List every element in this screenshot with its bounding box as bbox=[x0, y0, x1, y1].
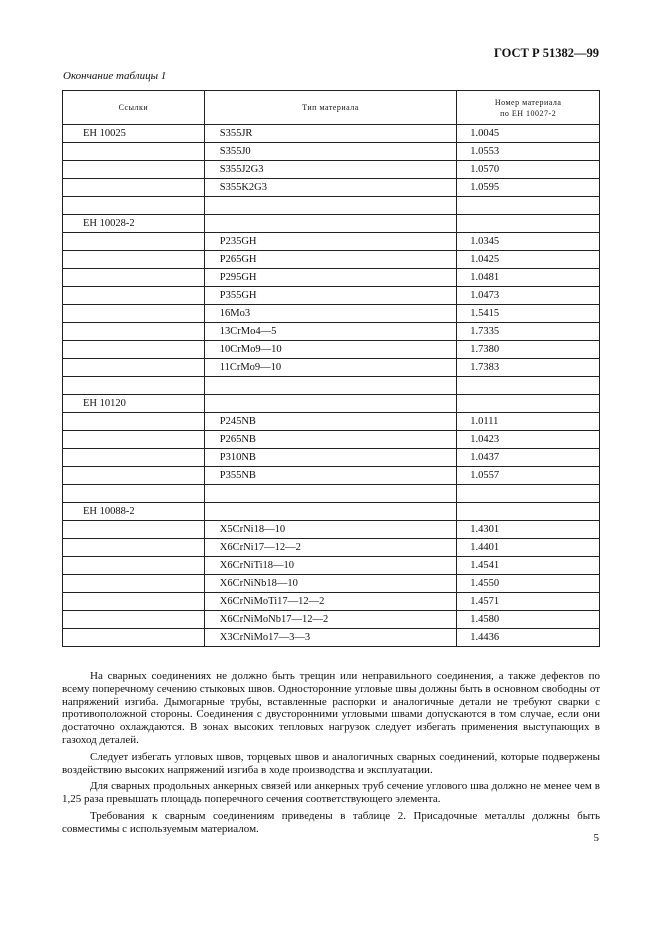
material-type-cell bbox=[204, 215, 457, 233]
material-type-cell: X5CrNi18—10 bbox=[204, 521, 457, 539]
material-number-cell: 1.0557 bbox=[457, 467, 600, 485]
table-row bbox=[63, 215, 600, 233]
material-number-cell: 1.0473 bbox=[457, 287, 600, 305]
material-number-cell: 1.5415 bbox=[457, 305, 600, 323]
table-row bbox=[63, 287, 600, 305]
document-code: ГОСТ Р 51382—99 bbox=[493, 46, 599, 60]
material-type-cell bbox=[204, 485, 457, 503]
material-type-cell bbox=[204, 503, 457, 521]
table-header-row bbox=[63, 91, 600, 125]
material-number-cell: 1.0111 bbox=[457, 413, 600, 431]
reference-cell bbox=[63, 269, 205, 287]
table-row bbox=[63, 557, 600, 575]
material-number-cell: 1.0437 bbox=[457, 449, 600, 467]
table-row bbox=[63, 251, 600, 269]
material-type-cell: 11CrMo9—10 bbox=[204, 359, 457, 377]
table-body bbox=[63, 125, 600, 647]
material-number-cell: 1.0045 bbox=[457, 125, 600, 143]
material-number-cell: 1.7383 bbox=[457, 359, 600, 377]
reference-cell: ЕН 10088-2 bbox=[63, 503, 205, 521]
material-number-cell: 1.4580 bbox=[457, 611, 600, 629]
table-row bbox=[63, 359, 600, 377]
material-number-cell: 1.4436 bbox=[457, 629, 600, 647]
material-type-cell: S355J2G3 bbox=[204, 161, 457, 179]
material-type-cell: X6CrNi17—12—2 bbox=[204, 539, 457, 557]
reference-cell bbox=[63, 323, 205, 341]
reference-cell bbox=[63, 449, 205, 467]
reference-cell bbox=[63, 413, 205, 431]
table-row bbox=[63, 395, 600, 413]
material-type-cell bbox=[204, 395, 457, 413]
material-type-cell: X6CrNiTi18—10 bbox=[204, 557, 457, 575]
material-number-cell: 1.4401 bbox=[457, 539, 600, 557]
reference-cell bbox=[63, 539, 205, 557]
reference-cell bbox=[63, 521, 205, 539]
material-number-cell: 1.4301 bbox=[457, 521, 600, 539]
table-row bbox=[63, 629, 600, 647]
table-row bbox=[63, 431, 600, 449]
reference-cell: ЕН 10028-2 bbox=[63, 215, 205, 233]
paragraph-2: Следует избегать угловых швов, торцевых швов и аналогичных сварных соединений, которые подвержены воздействию высоких напряжений изгиба в ходе производства и эксплуатации. bbox=[62, 750, 600, 776]
material-number-cell: 1.0425 bbox=[457, 251, 600, 269]
header-references: Ссылки bbox=[63, 91, 205, 125]
reference-cell bbox=[63, 179, 205, 197]
material-type-cell: P265NB bbox=[204, 431, 457, 449]
material-number-cell: 1.0570 bbox=[457, 161, 600, 179]
material-number-cell: 1.0481 bbox=[457, 269, 600, 287]
paragraph-3: Для сварных продольных анкерных связей или анкерных труб сечение углового шва должно не менее чем в 1,25 раза превышать площадь поперечного сечения соответствующего элемента. bbox=[62, 780, 600, 806]
reference-cell bbox=[63, 575, 205, 593]
table-row bbox=[63, 449, 600, 467]
reference-cell bbox=[63, 557, 205, 575]
reference-cell: ЕН 10120 bbox=[63, 395, 205, 413]
table-row bbox=[63, 269, 600, 287]
header-material-type: Тип материала bbox=[204, 91, 457, 125]
material-type-cell: P265GH bbox=[204, 251, 457, 269]
table-row bbox=[63, 485, 600, 503]
paragraph-4: Требования к сварным соединениям приведены в таблице 2. Присадочные металлы должны быть совместимы с используемым материалом. bbox=[62, 809, 600, 835]
material-type-cell: P245NB bbox=[204, 413, 457, 431]
reference-cell bbox=[63, 431, 205, 449]
material-type-cell: S355K2G3 bbox=[204, 179, 457, 197]
reference-cell bbox=[63, 161, 205, 179]
table-row bbox=[63, 179, 600, 197]
table-row bbox=[63, 323, 600, 341]
material-number-cell: 1.0423 bbox=[457, 431, 600, 449]
material-number-cell bbox=[457, 395, 600, 413]
table-row bbox=[63, 377, 600, 395]
material-type-cell: X6CrNiNb18—10 bbox=[204, 575, 457, 593]
material-type-cell: S355J0 bbox=[204, 143, 457, 161]
material-number-cell bbox=[457, 197, 600, 215]
material-number-cell bbox=[457, 485, 600, 503]
table-row bbox=[63, 233, 600, 251]
body-text bbox=[62, 670, 600, 840]
table-row bbox=[63, 197, 600, 215]
reference-cell bbox=[63, 251, 205, 269]
reference-cell bbox=[63, 611, 205, 629]
material-number-cell: 1.4571 bbox=[457, 593, 600, 611]
material-number-cell: 1.0345 bbox=[457, 233, 600, 251]
reference-cell bbox=[63, 233, 205, 251]
materials-table bbox=[62, 90, 600, 647]
table-row bbox=[63, 575, 600, 593]
table-row bbox=[63, 539, 600, 557]
table-row bbox=[63, 521, 600, 539]
material-type-cell: 16Mo3 bbox=[204, 305, 457, 323]
material-type-cell: X6CrNiMoNb17—12—2 bbox=[204, 611, 457, 629]
reference-cell bbox=[63, 467, 205, 485]
reference-cell bbox=[63, 359, 205, 377]
header-material-number-line2: по ЕН 10027-2 bbox=[500, 108, 557, 118]
material-type-cell: P355NB bbox=[204, 467, 457, 485]
material-type-cell: 10CrMo9—10 bbox=[204, 341, 457, 359]
page-number: 5 bbox=[593, 832, 599, 844]
material-number-cell: 1.0595 bbox=[457, 179, 600, 197]
table-row bbox=[63, 125, 600, 143]
table-row bbox=[63, 305, 600, 323]
reference-cell: ЕН 10025 bbox=[63, 125, 205, 143]
reference-cell bbox=[63, 143, 205, 161]
reference-cell bbox=[63, 305, 205, 323]
material-number-cell bbox=[457, 377, 600, 395]
material-type-cell bbox=[204, 197, 457, 215]
material-number-cell: 1.4541 bbox=[457, 557, 600, 575]
material-type-cell: P235GH bbox=[204, 233, 457, 251]
material-number-cell: 1.7335 bbox=[457, 323, 600, 341]
reference-cell bbox=[63, 377, 205, 395]
table-row bbox=[63, 143, 600, 161]
header-material-number bbox=[457, 91, 600, 125]
material-type-cell: X3CrNiMo17—3—3 bbox=[204, 629, 457, 647]
table-row bbox=[63, 341, 600, 359]
reference-cell bbox=[63, 287, 205, 305]
material-number-cell: 1.0553 bbox=[457, 143, 600, 161]
table-caption: Окончание таблицы 1 bbox=[63, 70, 167, 82]
reference-cell bbox=[63, 593, 205, 611]
material-type-cell: S355JR bbox=[204, 125, 457, 143]
material-type-cell: 13CrMo4—5 bbox=[204, 323, 457, 341]
header-material-number-line1: Номер материала bbox=[494, 97, 562, 107]
paragraph-1: На сварных соединениях не должно быть трещин или неправильного соединения, а также дефектов по всему поперечному сечению стыковых швов. Односторонние угловые швы должны быть в основном свободны от напряжений изгиба. Дымогарные трубы, вставленные распорки и аналогичные детали не требуют сварки с противоположной стороны. Соединения с двусторонними угловыми швами допускаются в том случае, если они достаточно охлаждаются. В зонах высоких тепловых нагрузок следует избегать применения выступающих в газоход деталей. bbox=[62, 670, 600, 746]
table-row bbox=[63, 503, 600, 521]
material-type-cell: P310NB bbox=[204, 449, 457, 467]
material-number-cell bbox=[457, 503, 600, 521]
material-number-cell: 1.4550 bbox=[457, 575, 600, 593]
material-type-cell bbox=[204, 377, 457, 395]
material-number-cell bbox=[457, 215, 600, 233]
table-row bbox=[63, 611, 600, 629]
reference-cell bbox=[63, 629, 205, 647]
reference-cell bbox=[63, 485, 205, 503]
reference-cell bbox=[63, 197, 205, 215]
table-row bbox=[63, 161, 600, 179]
material-type-cell: X6CrNiMoTi17—12—2 bbox=[204, 593, 457, 611]
table-row bbox=[63, 593, 600, 611]
table-row bbox=[63, 413, 600, 431]
material-type-cell: P295GH bbox=[204, 269, 457, 287]
reference-cell bbox=[63, 341, 205, 359]
material-number-cell: 1.7380 bbox=[457, 341, 600, 359]
material-type-cell: P355GH bbox=[204, 287, 457, 305]
table-row bbox=[63, 467, 600, 485]
